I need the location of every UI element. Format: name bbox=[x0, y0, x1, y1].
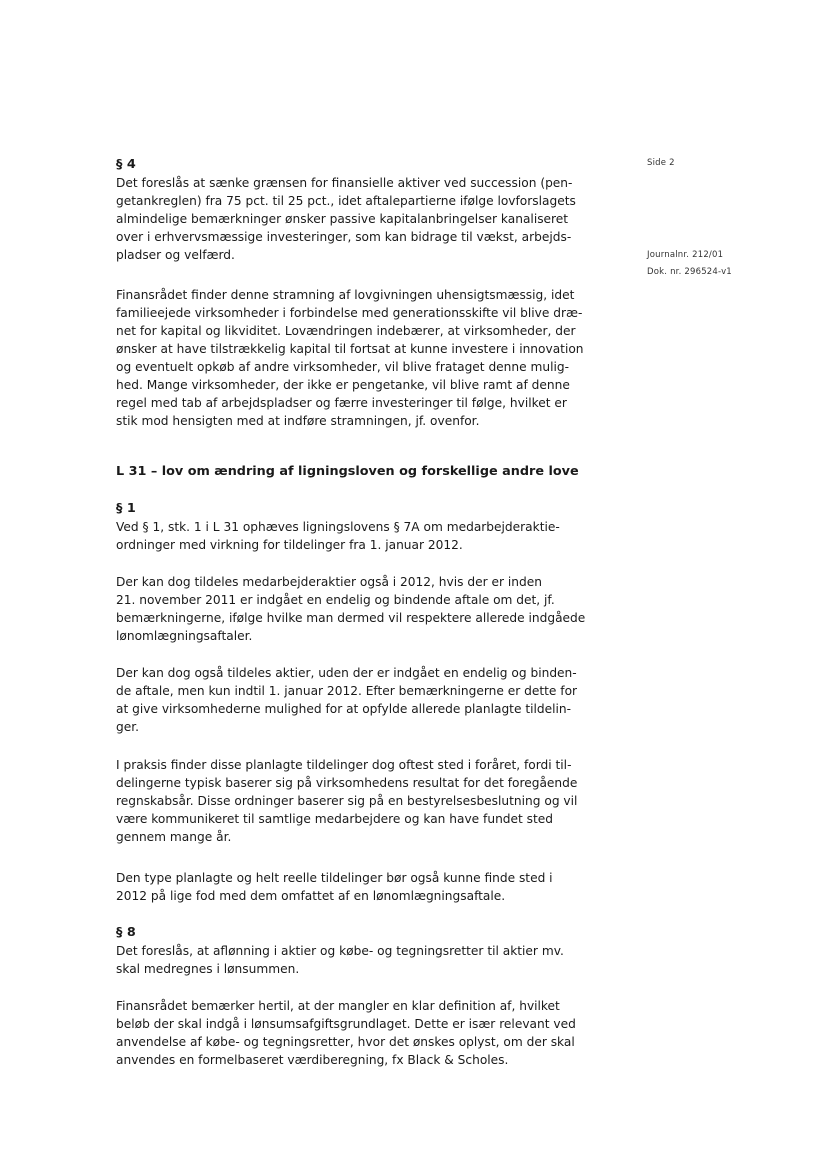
text-line: ønsker at have tilstrækkelig kapital til fortsat at kunne investere i innovation bbox=[116, 342, 584, 356]
text-line: getankreglen) fra 75 pct. til 25 pct., idet aftalepartierne ifølge lovforslagets bbox=[116, 194, 576, 208]
section-8-heading: § 8 bbox=[116, 925, 136, 940]
section-1-paragraph bbox=[116, 518, 616, 554]
text-line: regnskabsår. Disse ordninger baserer sig på en bestyrelsesbeslutning og vil bbox=[116, 794, 578, 808]
practice-paragraph bbox=[116, 756, 616, 846]
text-line: net for kapital og likviditet. Lovændringen indebærer, at virksomheder, der bbox=[116, 324, 576, 338]
text-line: stik mod hensigten med at indføre stramningen, jf. ovenfor. bbox=[116, 414, 480, 428]
section-1-heading: § 1 bbox=[116, 501, 136, 516]
text-line: Det foreslås at sænke grænsen for finansielle aktiver ved succession (pen- bbox=[116, 176, 573, 190]
text-line: over i erhvervsmæssige investeringer, som kan bidrage til vækst, arbejds- bbox=[116, 230, 572, 244]
text-line: anvendelse af købe- og tegningsretter, hvor det ønskes oplyst, om der skal bbox=[116, 1035, 575, 1049]
text-line: almindelige bemærkninger ønsker passive kapitalanbringelser kanaliseret bbox=[116, 212, 569, 226]
text-line: gennem mange år. bbox=[116, 830, 232, 844]
section-4-paragraph bbox=[116, 174, 616, 264]
text-line: ordninger med virkning for tildelinger fra 1. januar 2012. bbox=[116, 538, 463, 552]
text-line: anvendes en formelbaseret værdiberegning, fx Black & Scholes. bbox=[116, 1053, 509, 1067]
journal-number: Journalnr. 212/01 bbox=[647, 250, 724, 260]
text-line: delingerne typisk baserer sig på virksomhedens resultat for det foregående bbox=[116, 776, 578, 790]
text-line: regel med tab af arbejdspladser og færre investeringer til følge, hvilket er bbox=[116, 396, 567, 410]
text-line: Det foreslås, at aflønning i aktier og købe- og tegningsretter til aktier mv. bbox=[116, 944, 564, 958]
shares-deadline-paragraph bbox=[116, 664, 616, 736]
text-line: være kommunikeret til samtlige medarbejdere og kan have fundet sted bbox=[116, 812, 554, 826]
payroll-tax-paragraph bbox=[116, 997, 616, 1069]
text-line: Ved § 1, stk. 1 i L 31 ophæves ligningslovens § 7A om medarbejderaktie- bbox=[116, 520, 560, 534]
text-line: at give virksomhederne mulighed for at opfylde allerede planlagte tildelin- bbox=[116, 702, 572, 716]
section-8-paragraph bbox=[116, 942, 616, 978]
text-line: 21. november 2011 er indgået en endelig og bindende aftale om det, jf. bbox=[116, 593, 555, 607]
text-line: I praksis finder disse planlagte tildelinger dog oftest sted i foråret, fordi til- bbox=[116, 758, 572, 772]
planned-grants-paragraph bbox=[116, 869, 616, 905]
text-line: lønomlægningsaftaler. bbox=[116, 629, 253, 643]
text-line: Den type planlagte og helt reelle tildelinger bør også kunne finde sted i bbox=[116, 871, 553, 885]
text-line: Der kan dog tildeles medarbejderaktier også i 2012, hvis der er inden bbox=[116, 575, 542, 589]
document-number: Dok. nr. 296524-v1 bbox=[647, 267, 732, 277]
text-line: de aftale, men kun indtil 1. januar 2012. Efter bemærkningerne er dette for bbox=[116, 684, 578, 698]
text-line: beløb der skal indgå i lønsumsafgiftsgrundlaget. Dette er især relevant ved bbox=[116, 1017, 576, 1031]
finansraadet-opinion-paragraph bbox=[116, 286, 616, 430]
section-4-heading: § 4 bbox=[116, 157, 136, 172]
text-line: pladser og velfærd. bbox=[116, 248, 235, 262]
text-line: hed. Mange virksomheder, der ikke er pengetanke, vil blive ramt af denne bbox=[116, 378, 570, 392]
text-line: Der kan dog også tildeles aktier, uden der er indgået en endelig og binden- bbox=[116, 666, 577, 680]
text-line: familieejede virksomheder i forbindelse med generationsskifte vil blive dræ- bbox=[116, 306, 583, 320]
employee-shares-paragraph bbox=[116, 573, 616, 645]
l31-heading: L 31 – lov om ændring af ligningsloven og forskellige andre love bbox=[116, 464, 579, 479]
text-line: Finansrådet finder denne stramning af lovgivningen uhensigtsmæssig, idet bbox=[116, 288, 575, 302]
text-line: ger. bbox=[116, 720, 139, 734]
text-line: skal medregnes i lønsummen. bbox=[116, 962, 300, 976]
text-line: og eventuelt opkøb af andre virksomheder, vil blive frataget denne mulig- bbox=[116, 360, 570, 374]
text-line: 2012 på lige fod med dem omfattet af en lønomlægningsaftale. bbox=[116, 889, 506, 903]
text-line: Finansrådet bemærker hertil, at der mangler en klar definition af, hvilket bbox=[116, 999, 560, 1013]
text-line: bemærkningerne, ifølge hvilke man dermed vil respektere allerede indgåede bbox=[116, 611, 586, 625]
page-number: Side 2 bbox=[647, 158, 675, 168]
